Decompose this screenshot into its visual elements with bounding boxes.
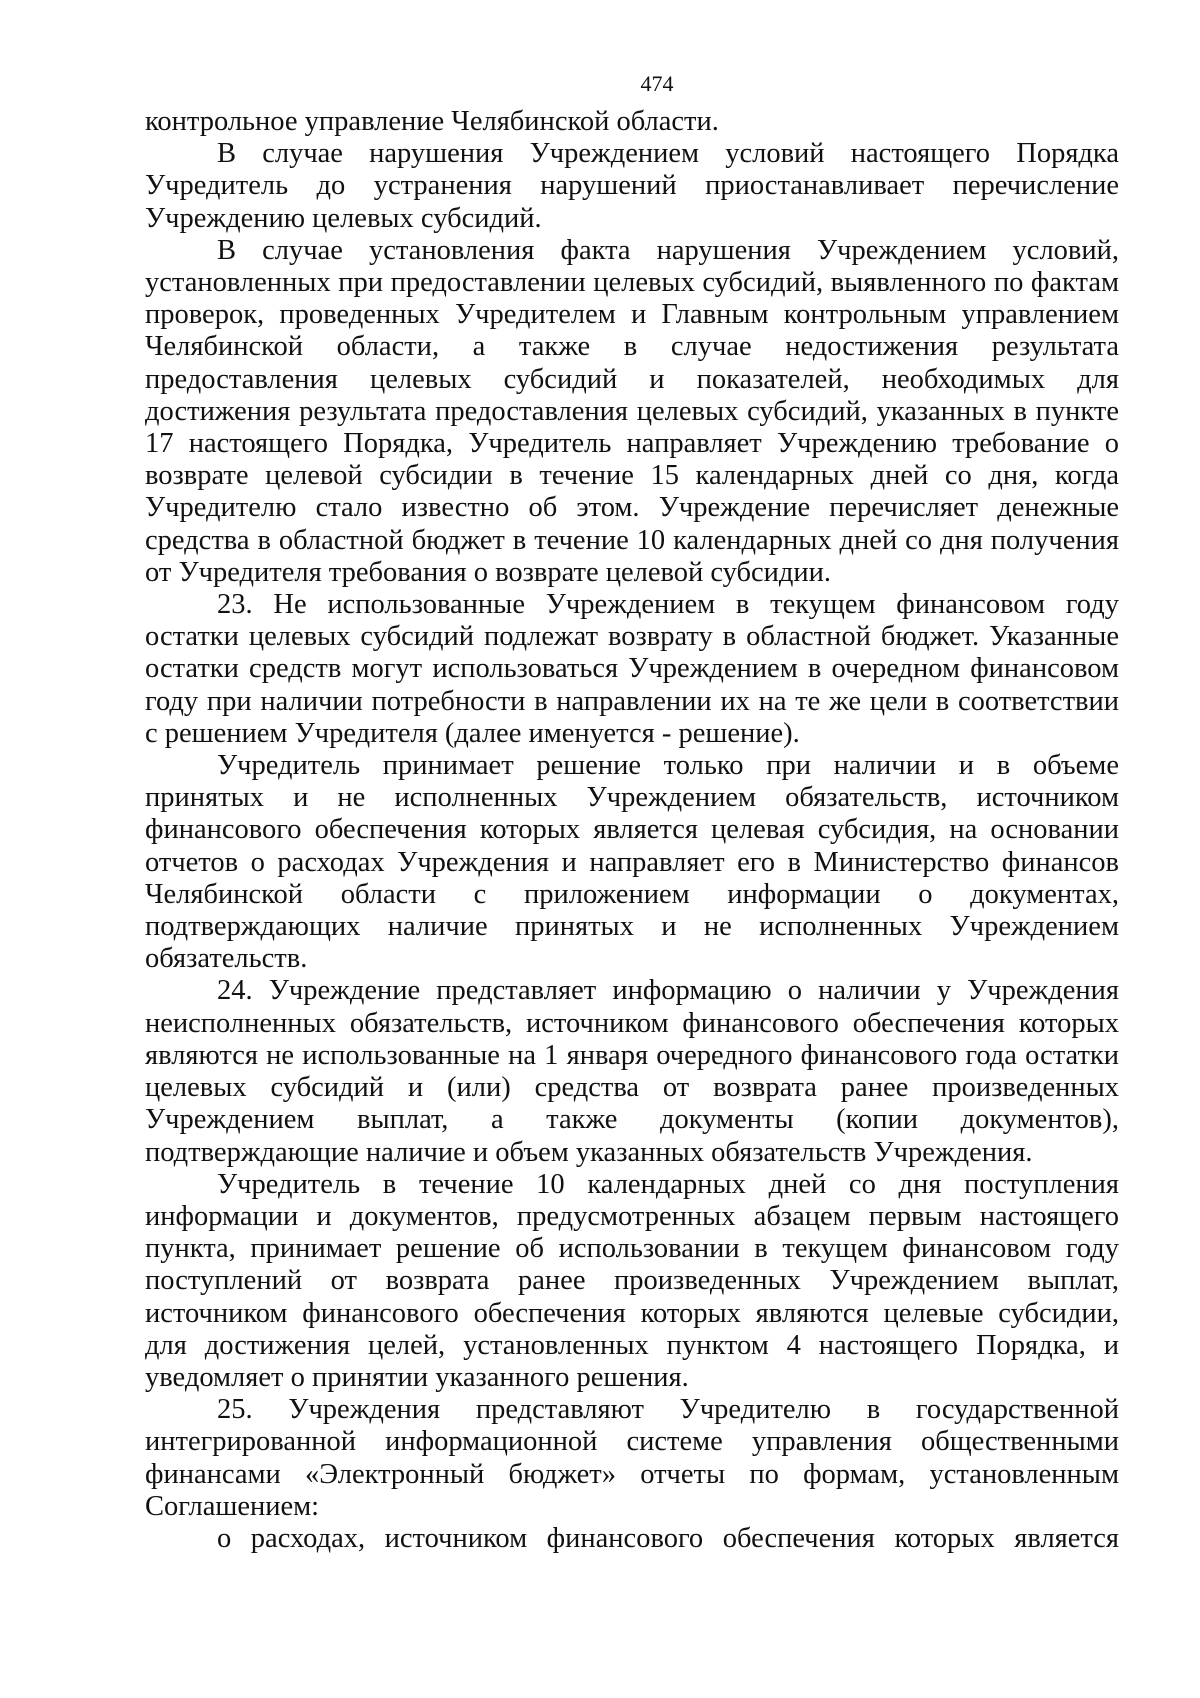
- paragraph-8-item-25: 25. Учреждения представляют Учредителю в государственной интегрированной информационной системе управления общественными финансами «Электронный бюджет» отчеты по формам, установленным Соглашением:: [145, 1394, 1119, 1522]
- paragraph-4-item-23: 23. Не использованные Учреждением в текущем финансовом году остатки целевых субсидий подлежат возврату в областной бюджет. Указанные остатки средств могут использоваться Учреждением в очередном финансовом году при наличии потребности в направлении их на те же цели в соответствии с решением Учредителя (далее именуется - решение).: [145, 589, 1119, 749]
- document-page: [145, 70, 1119, 1555]
- paragraph-5: Учредитель принимает решение только при наличии и в объеме принятых и не исполненных Учреждением обязательств, источником финансового обеспечения которых является целевая субсидия, на основании отчетов о расходах Учреждения и направляет его в Министерство финансов Челябинской области с приложением информации о документах, подтверждающих наличие принятых и не исполненных Учреждением обязательств.: [145, 750, 1119, 975]
- paragraph-9: о расходах, источником финансового обеспечения которых является: [217, 1522, 1119, 1554]
- paragraph-3: В случае установления факта нарушения Учреждением условий, установленных при предоставлении целевых субсидий, выявленного по фактам проверок, проведенных Учредителем и Главным контрольным управлением Челябинской области, а также в случае недостижения результата предоставления целевых субсидий и показателей, необходимых для достижения результата предоставления целевых субсидий, указанных в пункте 17 настоящего Порядка, Учредитель направляет Учреждению требование о возврате целевой субсидии в течение 15 календарных дней со дня, когда Учредителю стало известно об этом. Учреждение перечисляет денежные средства в областной бюджет в течение 10 календарных дней со дня получения от Учредителя требования о возврате целевой субсидии.: [145, 234, 1119, 588]
- paragraph-2: В случае нарушения Учреждением условий настоящего Порядка Учредитель до устранения нарушений приостанавливает перечисление Учреждению целевых субсидий.: [145, 138, 1119, 234]
- paragraph-1: контрольное управление Челябинской области.: [145, 106, 719, 137]
- paragraph-6-item-24: 24. Учреждение представляет информацию о наличии у Учреждения неисполненных обязательств, источником финансового обеспечения которых являются не использованные на 1 января очередного финансового года остатки целевых субсидий и (или) средства от возврата ранее произведенных Учреждением выплат, а также документы (копии документов), подтверждающие наличие и объем указанных обязательств Учреждения.: [145, 975, 1119, 1168]
- page-number: 474: [640, 71, 674, 96]
- paragraph-7: Учредитель в течение 10 календарных дней со дня поступления информации и документов, предусмотренных абзацем первым настоящего пункта, принимает решение об использовании в текущем финансовом году поступлений от возврата ранее произведенных Учреждением выплат, источником финансового обеспечения которых являются целевые субсидии, для достижения целей, установленных пунктом 4 настоящего Порядка, и уведомляет о принятии указанного решения.: [145, 1168, 1119, 1393]
